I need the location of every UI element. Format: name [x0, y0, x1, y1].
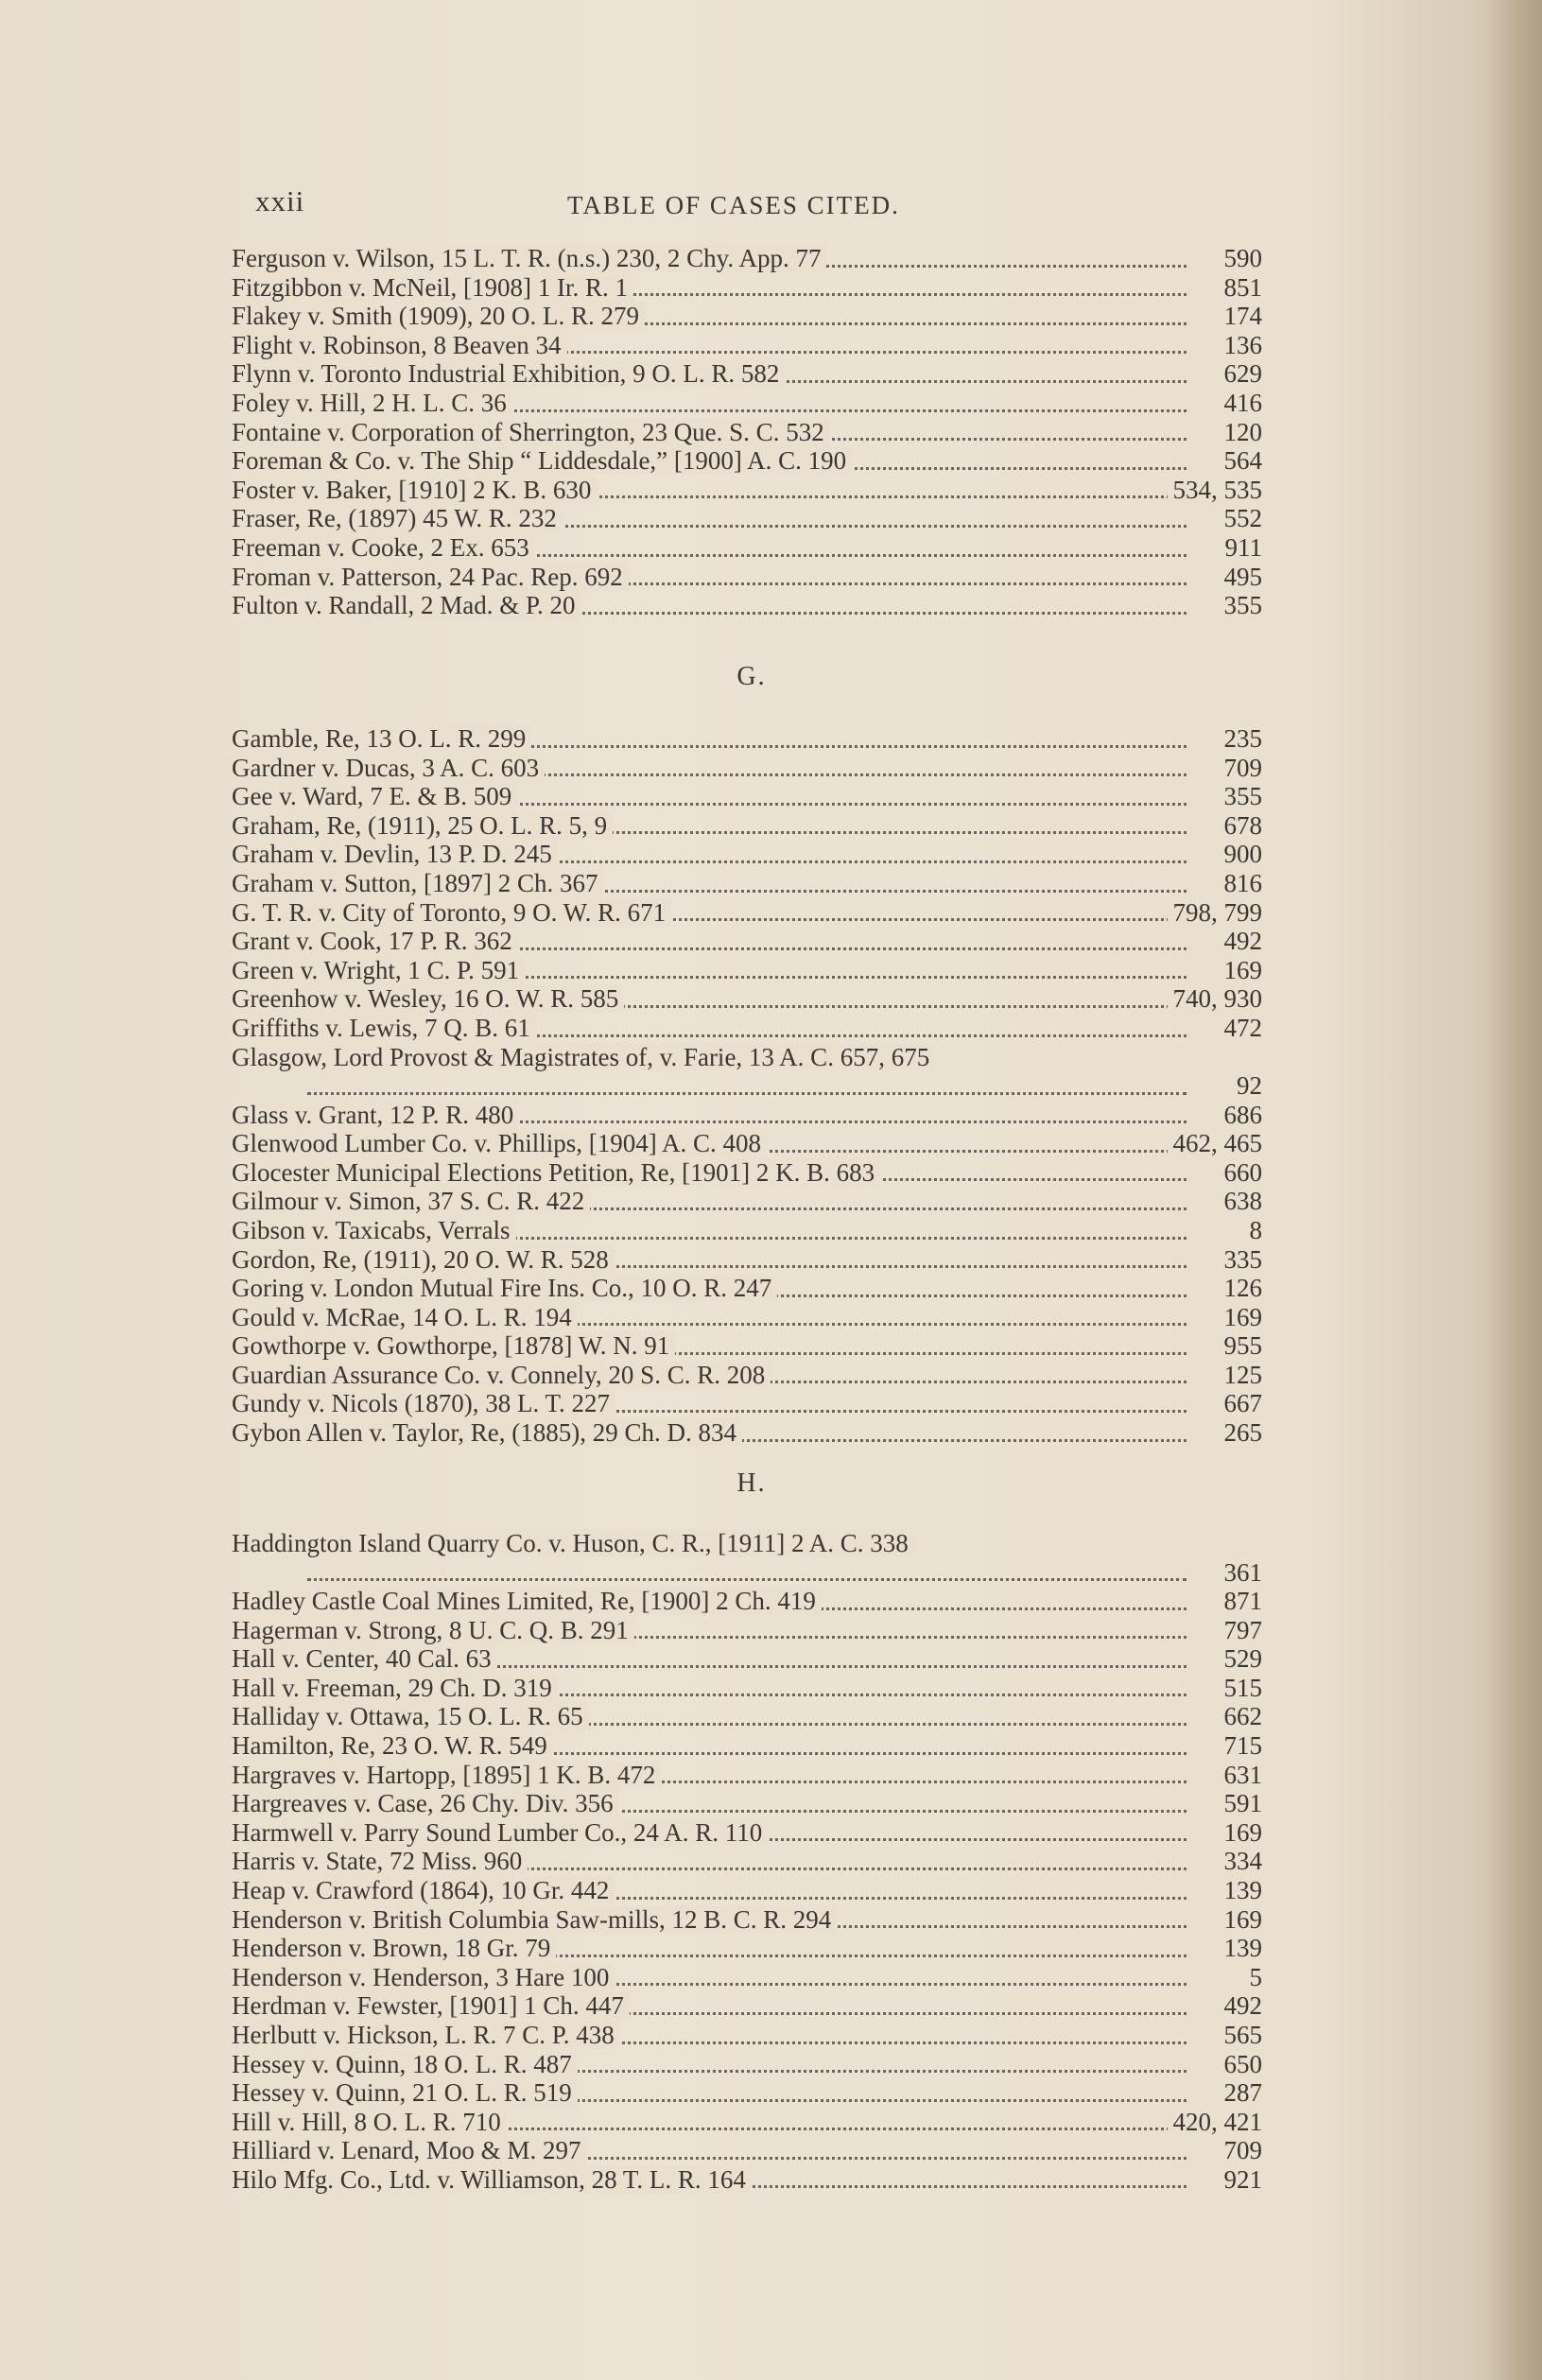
case-name: Gould v. McRae, 14 O. L. R. 194 [232, 1303, 578, 1331]
case-entry [232, 1529, 1272, 1587]
case-pages: 5 [1244, 1963, 1263, 1992]
case-name: Hill v. Hill, 8 O. L. R. 710 [232, 2108, 507, 2136]
section-heading-h: H. [736, 1468, 767, 1498]
case-name: Froman v. Patterson, 24 Pac. Rep. 692 [232, 563, 629, 591]
case-entry [232, 724, 1272, 754]
dot-leader [307, 1578, 1187, 1581]
case-name: Hall v. Freeman, 29 Ch. D. 319 [232, 1674, 558, 1702]
case-entry [232, 1014, 1272, 1043]
case-entry [232, 273, 1272, 303]
case-pages: 125 [1219, 1361, 1263, 1390]
case-entry [232, 1789, 1272, 1818]
case-name: Hadley Castle Coal Mines Limited, Re, [1900] 2 Ch. 419 [232, 1587, 822, 1615]
case-pages: 798, 799 [1168, 898, 1263, 928]
case-name: Graham v. Devlin, 13 P. D. 245 [232, 840, 558, 868]
case-pages: 921 [1219, 2165, 1263, 2195]
case-name: Gee v. Ward, 7 E. & B. 509 [232, 782, 517, 810]
case-pages: 515 [1219, 1674, 1263, 1703]
case-entry [232, 1702, 1272, 1731]
case-pages: 355 [1219, 782, 1263, 811]
case-name: Hargreaves v. Case, 26 Chy. Div. 356 [232, 1789, 619, 1817]
case-name: Gowthorpe v. Gowthorpe, [1878] W. N. 91 [232, 1331, 675, 1360]
case-pages: 900 [1219, 840, 1263, 869]
case-entry [232, 446, 1272, 476]
case-name: Harris v. State, 72 Miss. 960 [232, 1847, 528, 1875]
case-name: Gundy v. Nicols (1870), 38 L. T. 227 [232, 1389, 615, 1417]
case-entry [232, 418, 1272, 447]
case-entry [232, 1101, 1272, 1130]
case-entry [232, 1905, 1272, 1935]
case-pages: 169 [1219, 1818, 1263, 1848]
case-entry [232, 476, 1272, 505]
case-pages: 631 [1219, 1761, 1263, 1790]
case-name: Hamilton, Re, 23 O. W. R. 549 [232, 1731, 553, 1760]
case-pages: 462, 465 [1168, 1129, 1263, 1158]
case-entry [232, 1818, 1272, 1848]
case-name: Glasgow, Lord Provost & Magistrates of, v. Farie, 13 A. C. 657, 675 [232, 1043, 935, 1071]
case-name: Gibson v. Taxicabs, Verrals [232, 1216, 516, 1244]
case-entry [232, 1303, 1272, 1332]
case-name: Flynn v. Toronto Industrial Exhibition, 9 O. L. R. 582 [232, 359, 785, 388]
case-name: Henderson v. Henderson, 3 Hare 100 [232, 1963, 615, 1991]
case-name: G. T. R. v. City of Toronto, 9 O. W. R. 671 [232, 898, 671, 927]
case-pages: 911 [1220, 533, 1263, 563]
case-pages: 416 [1219, 389, 1263, 418]
page-edge-shadow [1485, 0, 1542, 2380]
case-pages: 660 [1219, 1158, 1263, 1188]
case-pages: 235 [1219, 724, 1263, 754]
case-pages: 120 [1219, 418, 1263, 447]
case-pages: 361 [1219, 1558, 1263, 1588]
case-entry [232, 984, 1272, 1014]
case-pages: 871 [1219, 1587, 1263, 1616]
case-name: Herdman v. Fewster, [1901] 1 Ch. 447 [232, 1991, 630, 2020]
section-heading-g: G. [736, 662, 767, 691]
case-pages: 529 [1219, 1644, 1263, 1674]
case-name: Fontaine v. Corporation of Sherrington, 23 Que. S. C. 532 [232, 418, 830, 446]
case-name: Graham v. Sutton, [1897] 2 Ch. 367 [232, 869, 603, 897]
case-pages: 797 [1219, 1616, 1263, 1645]
case-name: Henderson v. British Columbia Saw-mills, 12 B. C. R. 294 [232, 1905, 837, 1934]
case-pages: 662 [1219, 1702, 1263, 1731]
case-pages: 8 [1244, 1216, 1263, 1245]
case-pages: 816 [1219, 869, 1263, 898]
case-entry [232, 591, 1272, 620]
case-name: Glass v. Grant, 12 P. R. 480 [232, 1101, 519, 1129]
case-name: Grant v. Cook, 17 P. R. 362 [232, 927, 518, 955]
case-entry [232, 1644, 1272, 1674]
case-name: Goring v. London Mutual Fire Ins. Co., 10 O. R. 247 [232, 1274, 777, 1302]
case-entry [232, 533, 1272, 563]
case-name: Freeman v. Cooke, 2 Ex. 653 [232, 533, 535, 562]
case-pages: 169 [1219, 956, 1263, 985]
case-name: Halliday v. Ottawa, 15 O. L. R. 65 [232, 1702, 589, 1730]
case-pages: 667 [1219, 1389, 1263, 1418]
case-entry [232, 1158, 1272, 1188]
case-name: Hilliard v. Lenard, Moo & M. 297 [232, 2136, 586, 2164]
case-pages: 638 [1219, 1187, 1263, 1216]
case-entry [232, 2078, 1272, 2108]
case-name: Green v. Wright, 1 C. P. 591 [232, 956, 525, 984]
case-entry [232, 811, 1272, 841]
case-entry [232, 956, 1272, 985]
case-name: Gybon Allen v. Taylor, Re, (1885), 29 Ch. D. 834 [232, 1418, 742, 1447]
case-name: Herlbutt v. Hickson, L. R. 7 C. P. 438 [232, 2021, 620, 2049]
case-name: Greenhow v. Wesley, 16 O. W. R. 585 [232, 984, 624, 1013]
case-entry [232, 898, 1272, 928]
case-pages: 564 [1219, 446, 1263, 476]
case-pages: 492 [1219, 1991, 1263, 2021]
case-entry [232, 1361, 1272, 1390]
case-pages: 287 [1219, 2078, 1263, 2108]
case-name: Hall v. Center, 40 Cal. 63 [232, 1644, 497, 1673]
case-pages: 174 [1219, 302, 1263, 331]
case-pages: 126 [1219, 1274, 1263, 1303]
case-entry [232, 840, 1272, 869]
case-name: Foley v. Hill, 2 H. L. C. 36 [232, 389, 512, 417]
case-name: Foster v. Baker, [1910] 2 K. B. 630 [232, 476, 597, 504]
case-entry [232, 1991, 1272, 2021]
case-pages: 139 [1219, 1876, 1263, 1905]
case-pages: 169 [1219, 1905, 1263, 1935]
case-name: Griffiths v. Lewis, 7 Q. B. 61 [232, 1014, 536, 1042]
case-name: Henderson v. Brown, 18 Gr. 79 [232, 1934, 556, 1962]
case-pages: 955 [1219, 1331, 1263, 1361]
case-entry [232, 1043, 1272, 1101]
case-entry [232, 1274, 1272, 1303]
case-pages: 851 [1219, 273, 1263, 303]
case-name: Hessey v. Quinn, 18 O. L. R. 487 [232, 2050, 578, 2078]
case-name: Gamble, Re, 13 O. L. R. 299 [232, 724, 531, 753]
case-pages: 686 [1219, 1101, 1263, 1130]
case-name: Hargraves v. Hartopp, [1895] 1 K. B. 472 [232, 1761, 661, 1789]
case-entry [232, 1216, 1272, 1245]
section-g [232, 724, 1272, 1448]
case-entry [232, 504, 1272, 533]
case-name: Hessey v. Quinn, 21 O. L. R. 519 [232, 2078, 578, 2107]
case-entry [232, 1331, 1272, 1361]
case-pages: 565 [1219, 2021, 1263, 2050]
case-entry [232, 1129, 1272, 1158]
case-name: Flakey v. Smith (1909), 20 O. L. R. 279 [232, 302, 645, 330]
case-pages: 136 [1219, 331, 1263, 360]
case-pages: 92 [1231, 1071, 1262, 1101]
case-entry [232, 1616, 1272, 1645]
case-entry [232, 359, 1272, 389]
case-pages: 650 [1219, 2050, 1263, 2079]
case-name: Fitzgibbon v. McNeil, [1908] 1 Ir. R. 1 [232, 273, 633, 302]
case-pages: 355 [1219, 591, 1263, 620]
case-pages: 715 [1219, 1731, 1263, 1761]
page-folio: xxii [255, 184, 305, 217]
case-pages: 169 [1219, 1303, 1263, 1332]
case-name: Fraser, Re, (1897) 45 W. R. 232 [232, 504, 563, 532]
case-entry [232, 1934, 1272, 1963]
case-name: Guardian Assurance Co. v. Connely, 20 S. C. R. 208 [232, 1361, 771, 1389]
case-name: Graham, Re, (1911), 25 O. L. R. 5, 9 [232, 811, 613, 840]
case-pages: 591 [1219, 1789, 1263, 1818]
case-pages: 139 [1219, 1934, 1263, 1963]
case-entry [232, 1876, 1272, 1905]
case-pages: 629 [1219, 359, 1263, 389]
case-name: Hagerman v. Strong, 8 U. C. Q. B. 291 [232, 1616, 634, 1644]
case-pages: 265 [1219, 1418, 1263, 1448]
section-f [232, 244, 1272, 620]
case-entry [232, 244, 1272, 273]
case-entry [232, 1847, 1272, 1876]
case-pages: 495 [1219, 563, 1263, 592]
case-name: Glocester Municipal Elections Petition, Re, [1901] 2 K. B. 683 [232, 1158, 880, 1187]
case-name: Glenwood Lumber Co. v. Phillips, [1904] A. C. 408 [232, 1129, 767, 1157]
case-entry [232, 754, 1272, 783]
case-entry [232, 2021, 1272, 2050]
case-pages: 709 [1219, 2136, 1263, 2165]
case-entry [232, 2050, 1272, 2079]
case-entry [232, 1187, 1272, 1216]
section-h [232, 1529, 1272, 2194]
case-entry [232, 2136, 1272, 2165]
case-entry [232, 302, 1272, 331]
case-pages: 678 [1219, 811, 1263, 841]
page-header [255, 184, 1257, 232]
case-entry [232, 1389, 1272, 1418]
case-name: Gordon, Re, (1911), 20 O. W. R. 528 [232, 1245, 615, 1274]
case-pages: 335 [1219, 1245, 1263, 1275]
case-entry [232, 389, 1272, 418]
case-pages: 552 [1219, 504, 1263, 533]
case-pages: 334 [1219, 1847, 1263, 1876]
case-name: Haddington Island Quarry Co. v. Huson, C. R., [1911] 2 A. C. 338 [232, 1529, 914, 1557]
case-name: Foreman & Co. v. The Ship “ Liddesdale,” [1900] A. C. 190 [232, 446, 852, 475]
dot-leader [307, 1092, 1187, 1095]
running-title: TABLE OF CASES CITED. [567, 191, 900, 219]
case-entry [232, 2165, 1272, 2195]
case-name: Gardner v. Ducas, 3 A. C. 603 [232, 754, 545, 782]
case-name: Harmwell v. Parry Sound Lumber Co., 24 A. R. 110 [232, 1818, 768, 1847]
case-name: Heap v. Crawford (1864), 10 Gr. 442 [232, 1876, 615, 1904]
case-pages: 534, 535 [1168, 476, 1263, 505]
case-entry [232, 563, 1272, 592]
case-entry [232, 1587, 1272, 1616]
case-pages: 420, 421 [1168, 2108, 1263, 2137]
case-entry [232, 1674, 1272, 1703]
case-pages: 492 [1219, 927, 1263, 956]
case-entry [232, 1963, 1272, 1992]
case-entry [232, 331, 1272, 360]
case-name: Ferguson v. Wilson, 15 L. T. R. (n.s.) 230, 2 Chy. App. 77 [232, 244, 826, 272]
case-entry [232, 1731, 1272, 1761]
case-entry [232, 869, 1272, 898]
case-name: Fulton v. Randall, 2 Mad. & P. 20 [232, 591, 581, 619]
case-entry [232, 1245, 1272, 1275]
case-pages: 709 [1219, 754, 1263, 783]
case-entry [232, 927, 1272, 956]
case-pages: 740, 930 [1168, 984, 1263, 1014]
case-entry [232, 782, 1272, 811]
case-entry [232, 1761, 1272, 1790]
case-name: Hilo Mfg. Co., Ltd. v. Williamson, 28 T. L. R. 164 [232, 2165, 752, 2194]
case-entry [232, 2108, 1272, 2137]
case-name: Gilmour v. Simon, 37 S. C. R. 422 [232, 1187, 590, 1215]
case-name: Flight v. Robinson, 8 Beaven 34 [232, 331, 567, 359]
case-pages: 590 [1219, 244, 1263, 273]
case-pages: 472 [1219, 1014, 1263, 1043]
case-entry [232, 1418, 1272, 1448]
